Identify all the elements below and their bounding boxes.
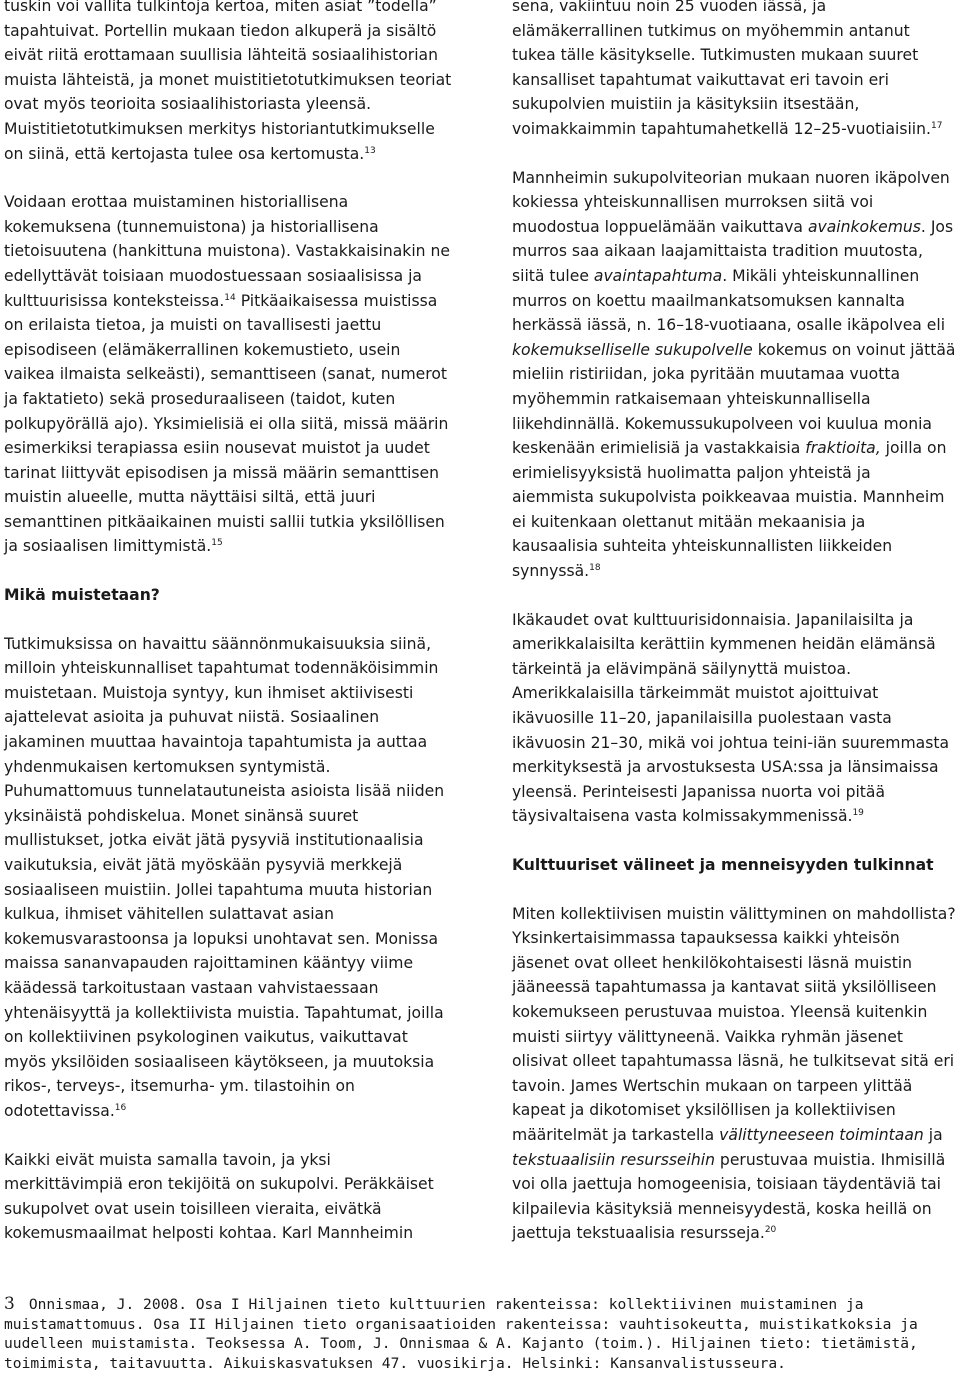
footnote-text: Onnismaa, J. 2008. Osa I Hiljainen tieto kulttuurien rakenteissa: kollektiivinen muistaminen ja muistamattomuus. Osa II Hiljainen tieto organisaatioiden rakenteissa: vauhtisokeutta, muistikatkoksia ja uudelleen muistamista. Teoksessa A. Toom, J. Onnismaa & A. Kajanto (toim.). Hiljainen tieto: tietämistä, toimimista, taitavuutta. Aikuiskasvatuksen 47. vuosikirja. Helsinki: Kansanvalistusseura.	[4, 1296, 918, 1372]
paragraph-text: Tutkimuksissa on havaittu säännönmukaisuuksia siinä, milloin yhteiskunnalliset tapahtumat todennäköisimmin muistetaan. Muistoja syntyy, kun ihmiset aktiivisesti ajattelevat asioita ja puhuvat niistä. Sosiaalinen jakaminen muuttaa havaintoja tapahtumista ja auttaa yhdenmukaisen kertomuksen syntymistä. Puhumattomuus tunnelatautuneista asioista lisää niiden yksinäistä pohdiskelua. Monet sinänsä suuret mullistukset, jotka eivät jätä pysyviä institutionaalisia vaikutuksia, eivät jätä myöskään pysyviä merkkejä sosiaaliseen muistiin. Jollei tapahtuma muuta historian kulkua, ihmiset vähitellen sulattavat asian kokemusvarastoonsa ja lopuksi unohtavat sen. Monissa maissa sananvapauden rajoittaminen kääntyy viime käädessä tarkoitustaan vastaan vahvistaessaan yhtenäisyyttä ja kollektiivista muistia. Tapahtumat, joilla on kollektiivinen psykologinen vaikutus, vaikuttavat myös yksilöiden sosiaaliseen käytökseen, ja muutoksia rikos-, terveys-, itsemurha- ym. tilastoihin on odotettavissa.	[4, 634, 445, 1120]
paragraph-text: . Mikäli yhteiskunnallinen murros on koettu maailmankatsomuksen kannalta herkässä iässä, n. 16–18-vuotiaana, osalle ikäpolvea eli	[512, 266, 946, 335]
paragraph	[4, 1148, 452, 1246]
footnote-ref: 15	[211, 538, 223, 549]
footnote-ref: 13	[364, 145, 376, 156]
paragraph-text: ja	[923, 1125, 943, 1144]
paragraph-text: Kaikki eivät muista samalla tavoin, ja yksi merkittävimpiä eron tekijöitä on sukupolvi. Peräkkäiset sukupolvet ovat usein toisilleen vieraita, eivätkä kokemusmaailmat helposti kohtaa. Karl Mannheimin	[4, 1150, 434, 1243]
footnote-ref: 14	[224, 292, 236, 303]
footnote-ref: 17	[930, 120, 943, 131]
paragraph	[512, 0, 956, 142]
paragraph-text: kokemus on voinut jättää mieliin ristiriidan, joka pyritään muutamaa vuotta myöhemmin ratkaisemaan yhteiskunnallisella liikehdinnällä. Kokemussukupolveen voi kuulua monia keskenään erimielisiä ja vastakkaisia	[512, 340, 956, 458]
footnote-ref: 19	[852, 808, 864, 819]
footnote-number: 3	[4, 1294, 15, 1314]
paragraph	[512, 902, 956, 1246]
paragraph-text: Pitkäaikaisessa muistissa on erilaista tietoa, ja muisti on tavallisesti jaettu episodiseen (elämäkerrallinen kokemustieto, usein vaikea ilmaista selkeästi), semanttiseen (sanat, numerot ja faktatieto) sekä proseduraaliseen (taidot, kuten polkupyörällä ajo). Yksimielisiä ei olla siitä, missä määrin esimerkiksi terapiassa esiin nousevat muistot ja uudet tarinat liittyvät episodisen ja missä määrin semanttisen muistin alueelle, mutta näyttäisi siltä, että juuri semanttinen pitkäaikainen muisti sallii tutkia yksilöllisen ja sosiaalisen limittymistä.	[4, 291, 449, 556]
emphasis: välittyneeseen toimintaan	[719, 1125, 924, 1144]
paragraph	[512, 608, 956, 829]
paragraph	[4, 632, 452, 1124]
paragraph-text: tuskin voi vallita tulkintoja kertoa, miten asiat ”todella” tapahtuivat. Portellin mukaan tiedon alkuperä ja sisältö eivät riitä erottamaan suullisia lähteitä sosiaalihistorian muista lähteistä, ja monet muistitietotutkimuksen teoriat ovat myös teorioita sosiaalihistoriasta yleensä. Muistitietotutkimuksen merkitys historiantutkimukselle on siinä, että kertojasta tulee osa kertomusta.	[4, 0, 452, 163]
paragraph-text: perustuvaa muistia. Ihmisillä voi olla jaettuja homogeenisia, toisiaan täydentäviä tai kilpailevia käsityksiä menneisyydestä, koska heillä on jaettuja tekstuaalisia resursseja.	[512, 1150, 946, 1243]
paragraph-text: joilla on erimielisyyksistä huolimatta paljon yhteistä ja aiemmista sukupolvista poikkeavaa muistia. Mannheim ei kuitenkaan olettanut mitään mekaanisia ja kausaalisia suhteita yhteiskunnallisten liikkeiden synnyssä.	[512, 439, 947, 581]
footnote-ref: 20	[764, 1225, 777, 1236]
footnote-ref: 16	[114, 1102, 127, 1113]
paragraph-text: sena, vakiintuu noin 25 vuoden iässä, ja elämäkerrallinen tutkimus on myöhemmin antanut tukea tälle käsitykselle. Tutkimusten mukaan suuret kansalliset tapahtumat vaikuttavat eri tavoin eri sukupolvien muistiin ja käsityksiin itsestään, voimakkaimmin tapahtumahetkellä 12–25-vuotiaisiin.	[512, 0, 931, 138]
paragraph	[4, 190, 452, 559]
paragraph-text: . Jos murros saa aikaan laajamittaista tradition muutosta, siitä tulee	[512, 217, 954, 285]
emphasis: tekstuaalisiin resursseihin	[512, 1150, 715, 1169]
paragraph	[4, 0, 452, 166]
emphasis: avainkokemus	[807, 217, 921, 236]
emphasis: kokemukselliselle sukupolvelle	[512, 340, 753, 359]
section-heading: Kulttuuriset välineet ja menneisyyden tulkinnat	[512, 856, 934, 874]
footnote	[4, 1295, 954, 1373]
emphasis: avaintapahtuma	[593, 266, 723, 285]
left-column	[4, 0, 452, 1246]
paragraph	[512, 166, 956, 584]
paragraph-text: Miten kollektiivisen muistin välittyminen on mahdollista? Yksinkertaisimmassa tapauksessa kaikki yhteisön jäsenet ovat olleet henkilökohtaisesti läsnä muistin jääneessä tapahtumassa ja kantavat siitä yksilölliseen kokemukseen perustuvaa muistoa. Yleensä kuitenkin muisti siirtyy välittyneenä. Vaikka ryhmän jäsenet olisivat olleet tapahtumassa läsnä, he tulkitsevat sitä eri tavoin. James Wertschin mukaan on tarpeen ylittää kapeat ja dikotomiset yksilöllisen ja kollektiivisen määritelmät ja tarkastella	[512, 904, 956, 1144]
paragraph-text: Mannheimin sukupolviteorian mukaan nuoren ikäpolven kokiessa yhteiskunnallisen murroksen siitä voi muodostua loppuelämään vaikuttava	[512, 168, 950, 236]
right-column	[512, 0, 956, 1246]
paragraph-text: Voidaan erottaa muistaminen historiallisena kokemuksena (tunnemuistona) ja historiallisena tietoisuutena (hankittuna muistona). Vastakkaisinakin ne edellyttävät toisiaan muodostuessaan sosiaalisissa ja kulttuurisissa konteksteissa.	[4, 193, 450, 310]
emphasis: fraktioita,	[805, 439, 881, 458]
paragraph-text: Ikäkaudet ovat kulttuurisidonnaisia. Japanilaisilta ja amerikkalaisilta kerättiin kymmenen heidän elämänsä tärkeintä ja elävimpänä säilynyttä muistoa. Amerikkalaisilla tärkeimmät muistot ajoittuivat ikävuosille 11–20, japanilaisilla puolestaan vasta ikävuosin 21–30, mikä voi johtua teini-iän suuremmasta merkityksestä ja arvostuksesta USA:ssa ja länsimaissa yleensä. Perinteisesti Japanissa nuorta voi pitää täysivaltaisena vasta kolmissakymmenissä.	[512, 610, 949, 826]
section-heading: Mikä muistetaan?	[4, 586, 160, 605]
footnote-ref: 18	[589, 563, 601, 574]
